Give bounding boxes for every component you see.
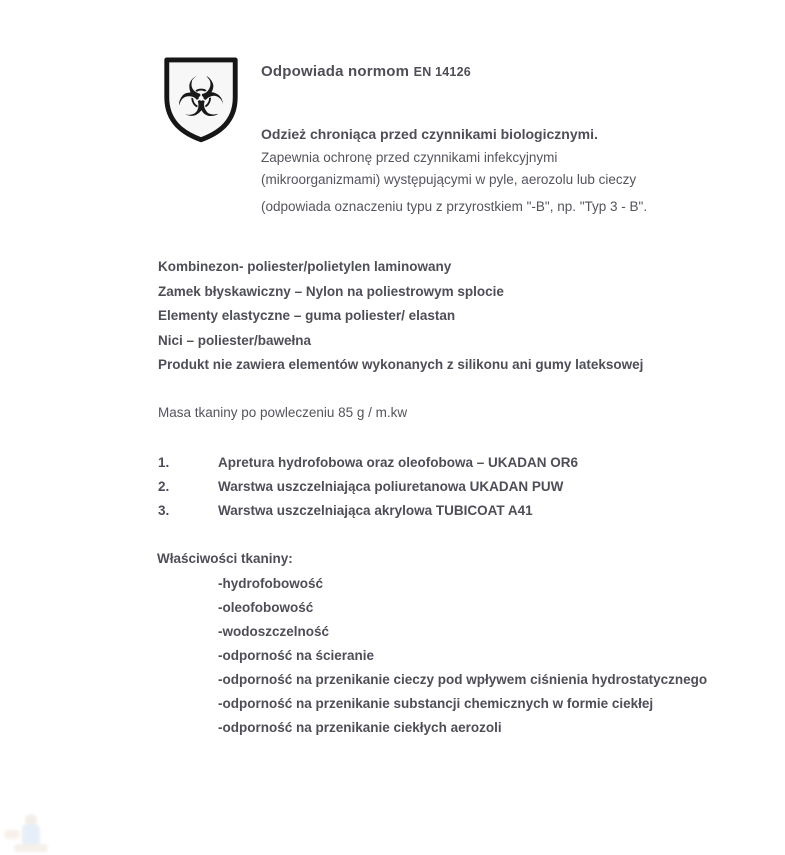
list-item-text: Warstwa uszczelniająca poliuretanowa UKADAN PUW <box>218 479 564 494</box>
list-item-number: 1. <box>158 455 170 470</box>
watermark-shape <box>4 830 20 839</box>
properties-heading: Właściwości tkaniny: <box>157 551 293 566</box>
fabric-mass-line: Masa tkaniny po powleczeniu 85 g / m.kw <box>158 405 408 420</box>
list-item-text: Apretura hydrofobowa oraz oleofobowa – UKADAN OR6 <box>218 455 579 470</box>
property-line: -wodoszczelność <box>218 624 330 639</box>
list-item-text: Warstwa uszczelniająca akrylowa TUBICOAT A41 <box>218 503 533 518</box>
property-line: -odporność na ścieranie <box>218 648 375 663</box>
list-item-number: 2. <box>158 479 170 494</box>
property-line: -odporność na przenikanie substancji chemicznych w formie ciekłej <box>218 696 654 711</box>
material-line: Elementy elastyczne – guma poliester/ elastan <box>158 308 456 323</box>
standard-title-text: Odpowiada normom <box>261 63 410 80</box>
watermark-shape <box>14 844 48 852</box>
material-line: Kombinezon- poliester/polietylen laminowany <box>158 259 452 274</box>
properties-list <box>218 576 707 744</box>
list-item <box>158 455 578 479</box>
material-line: Nici – poliester/bawełna <box>158 332 312 348</box>
material-line: Zamek błyskawiczny – Nylon na poliestrowym splocie <box>158 283 504 299</box>
standard-title <box>261 63 471 81</box>
badge-description-note: (odpowiada oznaczeniu typu z przyrostkiem "-B", np. "Typ 3 - B". <box>261 199 648 214</box>
coatings-list <box>158 455 578 527</box>
materials-list <box>158 259 643 382</box>
badge-description-bold: Odzież chroniąca przed czynnikami biologicznymi. <box>261 126 598 142</box>
property-line: -odporność na przenikanie cieczy pod wpływem ciśnienia hydrostatycznego <box>218 672 708 687</box>
property-line: -oleofobowość <box>218 600 314 615</box>
watermark-image <box>2 812 57 855</box>
list-item-number: 3. <box>158 503 170 518</box>
list-item <box>158 503 578 527</box>
watermark-shape <box>22 824 40 846</box>
list-item <box>158 479 578 503</box>
biohazard-shield-icon <box>160 55 242 143</box>
standard-code: EN 14126 <box>413 65 471 79</box>
watermark-shape <box>25 814 37 826</box>
badge-description-line: (mikroorganizmami) występującymi w pyle, aerozolu lub cieczy <box>261 172 637 187</box>
property-line: -odporność na przenikanie ciekłych aerozoli <box>218 720 502 735</box>
material-line: Produkt nie zawiera elementów wykonanych z silikonu ani gumy lateksowej <box>158 357 644 372</box>
biohazard-symbol-icon: ☣ <box>176 64 226 129</box>
property-line: -hydrofobowość <box>218 576 323 591</box>
badge-description-line: Zapewnia ochronę przed czynnikami infekcyjnymi <box>261 150 558 165</box>
